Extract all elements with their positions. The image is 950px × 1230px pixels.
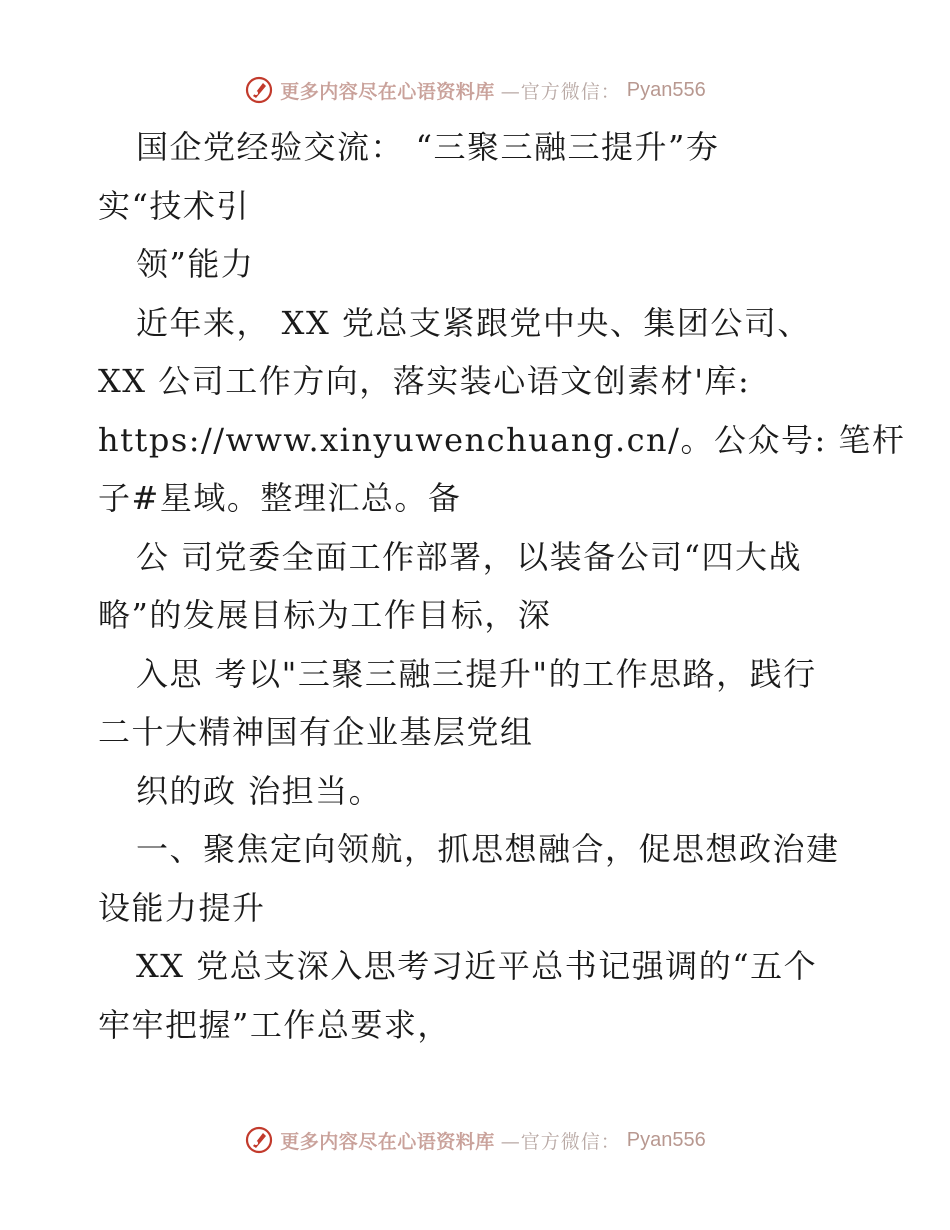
- text-line: XX 党总支深入思考习近平总书记强调的“五个: [136, 947, 818, 985]
- text-line: 实“技术引: [98, 186, 250, 225]
- text-line: 牢牢把握”工作总要求，: [98, 1005, 451, 1044]
- header-banner: [0, 70, 950, 110]
- text-line: 一、聚焦定向领航，抓思想融合，促思想政治建: [136, 830, 840, 868]
- text-line: 领”能力: [136, 245, 255, 283]
- banner-brand-text: 更多内容尽在心语资料库: [280, 80, 495, 103]
- banner-wechat-account: Pyan556: [626, 78, 706, 101]
- text-line: 织的政 治担当。: [136, 771, 383, 810]
- banner-wechat-label: —官方微信：: [500, 80, 621, 103]
- text-line: 公 司党委全面工作部署，以装备公司“四大战: [136, 537, 803, 576]
- pen-logo-icon: [244, 75, 274, 105]
- text-line: 略”的发展目标为工作目标，深: [98, 596, 552, 634]
- banner-brand-text: 更多内容尽在心语资料库: [280, 1130, 495, 1153]
- text-line: 入思 考以"三聚三融三提升"的工作思路，践行: [136, 654, 817, 693]
- footer-banner: [0, 1120, 950, 1160]
- banner-wechat-label: —官方微信：: [500, 1130, 621, 1153]
- text-line: 近年来， XX 党总支紧跟党中央、集团公司、: [136, 303, 811, 342]
- pen-logo-icon: [244, 1125, 274, 1155]
- text-line: 设能力提升: [98, 888, 266, 927]
- text-line: 子#星域。整理汇总。备: [98, 479, 462, 517]
- text-line: XX 公司工作方向，落实装心语文创素材'库:: [98, 362, 751, 400]
- text-line: 二十大精神国有企业基层党组: [98, 713, 534, 751]
- banner-wechat-account: Pyan556: [626, 1128, 706, 1151]
- text-line: https://www.xinyuwenchuang.cn/。公众号: 笔杆: [98, 420, 906, 459]
- text-line: 国企党经验交流： “三聚三融三提升”夯: [136, 128, 720, 166]
- document-body: [98, 118, 906, 1054]
